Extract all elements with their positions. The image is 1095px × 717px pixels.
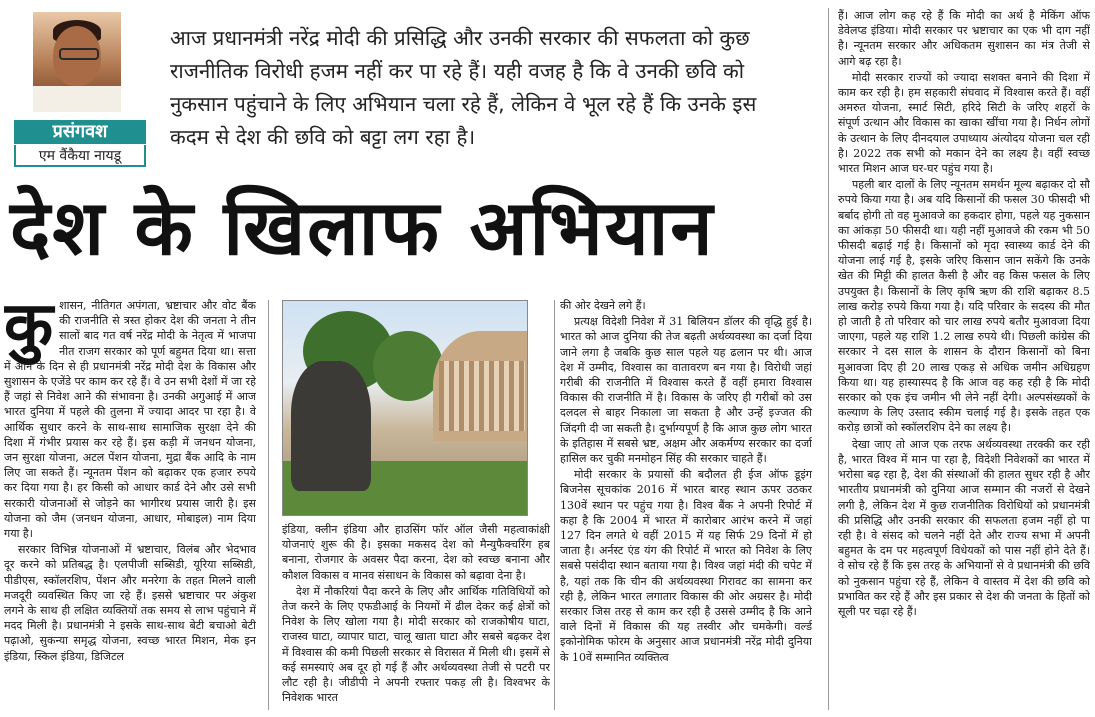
paragraph: प्रत्यक्ष विदेशी निवेश में 31 बिलियन डॉलर की वृद्धि हुई है। भारत को आज दुनिया की तेज बढ़ती अर्थव्यवस्था का दर्जा दिया जाने लगा है जबकि कुछ साल पहले यह ढलान पर थी। आज देश में उम्मीद, विश्वास का वातावरण बन गया है। विरोधी जहां गरीबी की राजनीति में विश्वास करते हैं वहीं हमारा विश्वास विकास की राजनीति में है। विकास के जरिए ही गरीबों को उस दलदल से बाहर निकाला जा सकता है और उन्हें इज्जत की जिंदगी दी जा सकती है। दुर्भाग्यपूर्ण है कि आज कुछ लोग भारत के इतिहास में सबसे भ्रष्ट, अक्षम और अकर्मण्य सरकार का दर्जा हासिल कर चुकी मनमोहन सिंह की सरकार चाहते हैं। <box>560 315 812 466</box>
article-column-4 <box>838 8 1090 710</box>
article-column-2 <box>282 522 550 712</box>
paragraph: मोदी सरकार के प्रयासों की बदौलत ही ईज ऑफ डूइंग बिजनेस सूचकांक 2016 में भारत बारह स्थान ऊपर उठकर 130वें स्थान पर पहुंच गया है। विश्व बैंक ने अपनी रिपोर्ट में कहा है कि 2004 में भारत में कारोबार आरंभ करने में जहां 127 दिन लगते थे वहीं 2015 में यह सिर्फ 29 दिनों में हो जाता है। अर्नस्ट एंड यंग की रिपोर्ट में भारत को निवेश के लिए सबसे पसंदीदा स्थान बताया गया है। विश्व जहां मंदी की चपेट में है, यहां तक कि चीन की अर्थव्यवस्था गिरावट का सामना कर रही है, लेकिन भारत लगातार विकास की ओर अग्रसर है। मोदी सरकार जिस तरह से काम कर रही है उससे उम्मीद है कि आने वाले दिनों में विकास की यह तस्वीर और चमकेगी। वर्ल्ड इकोनोमिक फोरम के अनुसार आज प्रधानमंत्री नरेंद्र मोदी दुनिया के 10वें सम्मानित व्यक्तित्व <box>560 468 812 664</box>
intro-text: आज प्रधानमंत्री नरेंद्र मोदी की प्रसिद्धि और उनकी सरकार की सफलता को कुछ राजनीतिक विरोधी हजम नहीं कर पा रहे हैं। यही वजह है कि वे उनकी छवि को नुकसान पहुंचाने के लिए अभियान चला रहे हैं, लेकिन वे भूल रहे हैं कि उनके इस कदम से देश की छवि को बट्टा लग रहा है। <box>170 26 757 149</box>
paragraph: मोदी सरकार राज्यों को ज्यादा सशक्त बनाने की दिशा में काम कर रही है। हम सहकारी संघवाद में विश्वास करते हैं। वहीं अमरुत योजना, स्मार्ट सिटी, हरिदे सिटी के जरिए शहरों के संपूर्ण उत्थान और विकास का खाका खींचा गया है। निर्धन लोगों के उत्थान के लिए दीनदयाल उपाध्याय अंत्योदय योजना चल रही है। 2022 तक सभी को मकान देने का लक्ष्य है। वहीं स्वच्छ भारत मिशन आज घर-घर पहुंच गया है। <box>838 70 1090 176</box>
paragraph: देश में नौकरियां पैदा करने के लिए और आर्थिक गतिविधियों को तेज करने के लिए एफडीआई के नियमों में ढील देकर कई क्षेत्रों को निवेश के लिए खोला गया है। मोदी सरकार को राजकोषीय घाटा, राजस्व घाटा, व्यापार घाटा, चालू खाता घाटा और सबसे बढ़कर देश में विश्वास की कमी पिछली सरकार से विरासत में मिली थी। इसमें से कई समस्याएं अब दूर हो गई हैं और अर्थव्यवस्था तेजी से पटरी पर लौट रही है। जीडीपी ने अपनी रफ्तार पकड़ ली है। विश्वभर के निवेशक भारत <box>282 584 550 705</box>
drop-cap: कु <box>4 298 54 363</box>
paragraph: शासन, नीतिगत अपंगता, भ्रष्टाचार और वोट बैंक की राजनीति से त्रस्त होकर देश की जनता ने तीन सालों बाद गत वर्ष नरेंद्र मोदी के नेतृत्व में भाजपा नीत राजग सरकार को पूर्ण बहुमत दिया था। सत्ता में आने के दिन से ही प्रधानमंत्री नरेंद्र मोदी देश के विकास और सुशासन के एजेंडे पर काम कर रहे हैं। वे उन सभी देशों में जा रहे हैं जहां से निवेश आने की संभावना है। उनकी अगुआई में आज भारत दुनिया में पहले की तुलना में ज्यादा आदर पा रहा है। वे आर्थिक सुधार करने के साथ-साथ सामाजिक सुरक्षा देने की दिशा में गंभीर प्रयास कर रहे हैं। इस कड़ी में जनधन योजना, जन सुरक्षा योजना, अटल पेंशन योजना, मुद्रा बैंक आदि के नाम लिए जा सकते हैं। न्यूनतम पेंशन को बढ़ाकर एक हजार रुपये कर दिया गया है। हर किसी को आधार कार्ड देने और उसे सभी सरकारी योजनाओं से जोड़ने का भागीरथ प्रयास जारी है। इस योजना को जैम (जनधन योजना, आधार, मोबाइल) नाम दिया गया है। <box>4 299 256 541</box>
parliament-photo <box>282 300 528 516</box>
author-name: एम वैंकैया नायडू <box>14 145 146 167</box>
page-title: देश के खिलाफ अभियान <box>10 183 715 272</box>
column-divider <box>554 300 555 710</box>
paragraph: की ओर देखने लगे हैं। <box>560 299 646 312</box>
paragraph: सरकार विभिन्न योजनाओं में भ्रष्टाचार, विलंब और भेदभाव दूर करने को प्रतिबद्ध है। एलपीजी सब्सिडी, यूरिया सब्सिडी, पीडीएस, स्कॉलरशिप, पेंशन और मनरेगा के तहत मिलने वाली मजदूरी व्यवस्थित किए जा रहे हैं। इससे भ्रष्टाचार पर अंकुश लगने के साथ ही लक्षित व्यक्तियों तक समय से लाभ पहुंचाने में मदद मिली है। प्रधानमंत्री ने इसके साथ-साथ बेटी बचाओ बेटी पढ़ाओ, सुकन्या समृद्ध योजना, स्वच्छ भारत मिशन, मेक इन इंडिया, स्किल इंडिया, डिजिटल <box>4 543 256 663</box>
paragraph: इंडिया, क्लीन इंडिया और हाउसिंग फॉर ऑल जैसी महत्वाकांक्षी योजनाएं शुरू की है। इसका मकसद देश को मैन्युफैक्चरिंग हब बनाना, रोजगार के अवसर पैदा करना, देश को स्वच्छ बनाना और कौशल विकास व मानव संसाधन के विकास को बढ़ावा देना है। <box>282 523 550 582</box>
article-column-1 <box>4 298 256 708</box>
paragraph: हैं। आज लोग कह रहे हैं कि मोदी का अर्थ है मेकिंग ऑफ डेवेलप्ड इंडिया। मोदी सरकार पर भ्रष्टाचार का एक भी दाग नहीं है। न्यूनतम सरकार और अधिकतम सुशासन का मंत्र तेजी से आगे बढ़ रहा है। <box>838 9 1090 68</box>
column-divider <box>268 300 269 710</box>
paragraph: पहली बार दालों के लिए न्यूनतम समर्थन मूल्य बढ़ाकर दो सौ रुपये किया गया है। अब यदि किसानों की फसल 30 फीसदी भी बर्बाद होगी तो वह मुआवजे का हकदार होगा, पहले यह नुकसान का आंकड़ा 50 फीसदी था। यही नहीं मुआवजे की रकम भी 50 फीसदी बढ़ाई गई है। किसानों को मृदा स्वास्थ्य कार्ड देने की योजना लाई गई है, इसके जरिए किसान जान सकेंगे कि उनके खेत की मिट्टी की हालत कैसी है और वह किस फसल के लिए उपयुक्त है। किसानों के लिए कृषि ऋण की राशि बढ़ाकर 8.5 लाख करोड़ रुपये किया गया है। यदि परिवार के सदस्य की मौत हो जाती है तो परिवार को चार लाख रुपये बतौर मुआवजा दिया जाएगा, पहले यह राशि 1.2 लाख रुपये थी। पिछली कांग्रेस की सरकार ने दस साल के शासन के दौरान किसानों को बिना मुआवजा दिए ही 20 लाख एकड़ से अधिक जमीन अधिग्रहण किया था। यह हास्यास्पद है कि आज वह कह रही है कि मोदी सरकार को एक इंच जमीन भी लेने नहीं देगी। अल्पसंख्यकों के कल्याण के लिए उस्ताद स्कीम चलाई गई है। इसके तहत एक करोड़ छात्रों को स्कॉलरशिप देने का लक्ष्य है। <box>838 178 1090 435</box>
paragraph: देखा जाए तो आज एक तरफ अर्थव्यवस्था तरक्की कर रही है, भारत विश्व में मान पा रहा है, विदेशी निवेशकों का भारत में भरोसा बढ़ रहा है, देश की संस्थाओं की हालत सुधर रही है और भारतीय प्रधानमंत्री को दुनिया आज सम्मान की नजरों से देखने लगी है, लेकिन देश में कुछ राजनीतिक विरोधियों को प्रधानमंत्री की प्रसिद्धि और उनकी सरकार की सफलता हजम नहीं हो पा रही है। वे संसद को चलने नहीं देते और राज्य सभा में अपनी बहुमत के दम पर महत्वपूर्ण विधेयकों को पास नहीं होने देते हैं। वे सोच रहे हैं कि इस तरह के अभियानों से वे प्रधानमंत्री की छवि को नुकसान पहुंचा रहे हैं, लेकिन वे वास्तव में देश की छवि को प्रभावित कर रहे हैं और इस प्रकार से देश की जनता के हितों को सूली पर चढ़ा रहे हैं। <box>838 437 1090 618</box>
column-badge: प्रसंगवश <box>14 120 146 144</box>
author-photo <box>33 12 121 112</box>
column-divider <box>828 8 829 710</box>
article-column-3 <box>560 298 812 710</box>
